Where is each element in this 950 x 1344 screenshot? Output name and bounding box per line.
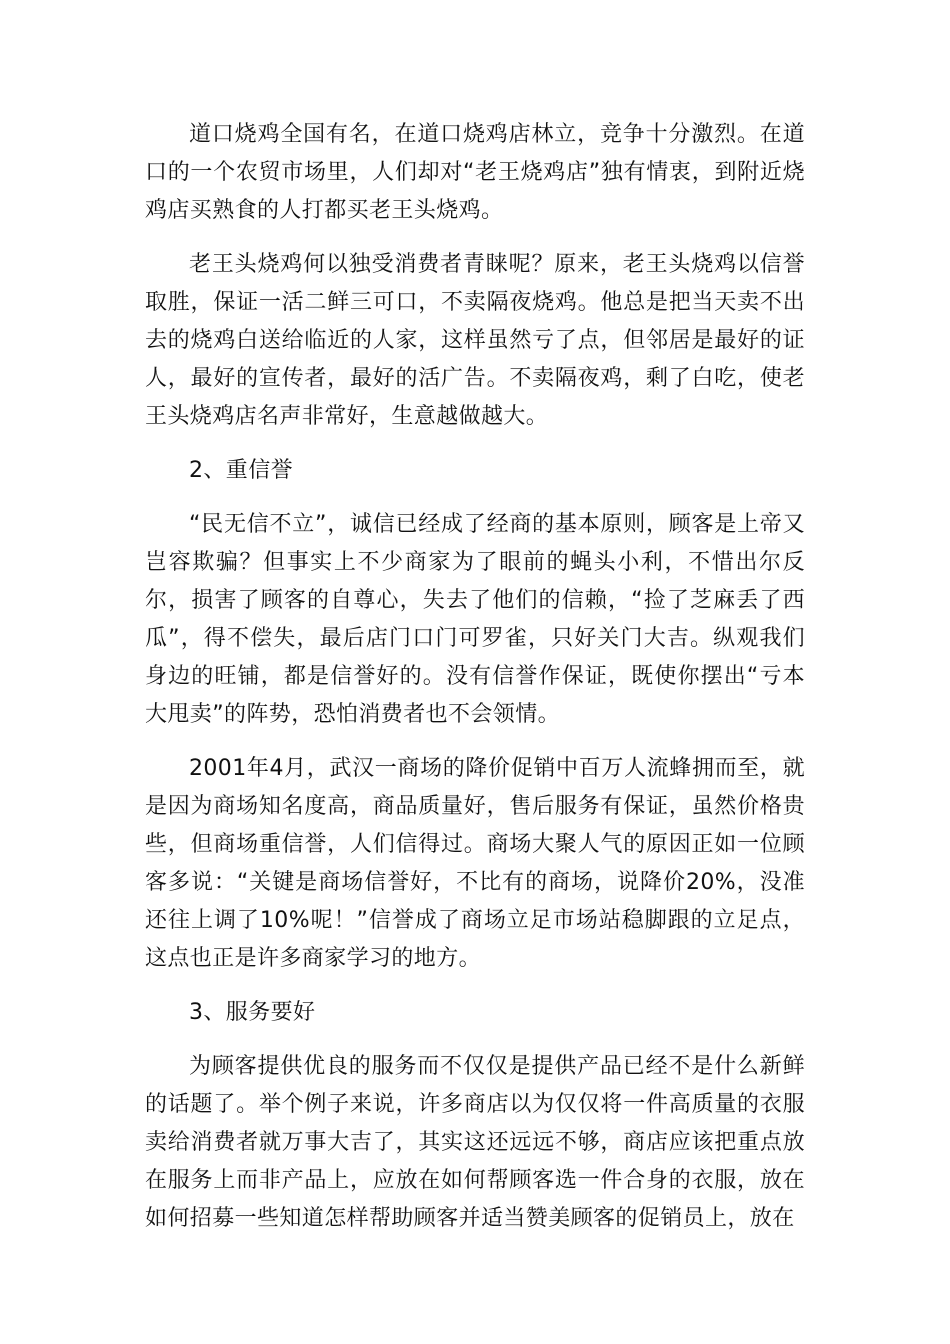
paragraph-daokou-chicken: 道口烧鸡全国有名，在道口烧鸡店林立，竞争十分激烈。在道口的一个农贸市场里，人们却对“老王烧鸡店”独有情衷，到附近烧鸡店买熟食的人打都买老王头烧鸡。 [145,122,805,223]
paragraph-good-service: 为顾客提供优良的服务而不仅仅是提供产品已经不是什么新鲜的话题了。举个例子来说，许多商店以为仅仅将一件高质量的衣服卖给消费者就万事大吉了，其实这还远远不够，商店应该把重点放在服务上而非产品上，应放在如何帮顾客选一件合身的衣服，放在如何招募一些知道怎样帮助顾客并适当赞美顾客的促销员上，放在 [145,1054,805,1231]
section-heading-reputation: 2、重信誉 [189,458,293,483]
paragraph-laowang-reputation: 老王头烧鸡何以独受消费者青睐呢？原来，老王头烧鸡以信誉取胜，保证一活二鲜三可口，不卖隔夜烧鸡。他总是把当天卖不出去的烧鸡白送给临近的人家，这样虽然亏了点，但邻居是最好的证人，最好的宣传者，最好的活广告。不卖隔夜鸡，剩了白吃，使老王头烧鸡店名声非常好，生意越做越大。 [145,252,805,429]
paragraph-wuhan-mall: 2001年4月，武汉一商场的降价促销中百万人流蜂拥而至，就是因为商场知名度高，商品质量好，售后服务有保证，虽然价格贵些，但商场重信誉，人们信得过。商场大聚人气的原因正如一位顾客多说：“关键是商场信誉好，不比有的商场，说降价20%，没准还往上调了10%呢！”信誉成了商场立足市场站稳脚跟的立足点，这点也正是许多商家学习的地方。 [145,756,805,971]
section-heading-service: 3、服务要好 [189,1000,316,1025]
paragraph-integrity-principle: “民无信不立”，诚信已经成了经商的基本原则，顾客是上帝又岂容欺骗？但事实上不少商家为了眼前的蝇头小利，不惜出尔反尔，损害了顾客的自尊心，失去了他们的信赖，“捡了芝麻丢了西瓜”，得不偿失，最后店门口门可罗雀，只好关门大吉。纵观我们身边的旺铺，都是信誉好的。没有信誉作保证，既使你摆出“亏本大甩卖”的阵势，恐怕消费者也不会领情。 [145,512,805,727]
document-body [145,116,805,1254]
